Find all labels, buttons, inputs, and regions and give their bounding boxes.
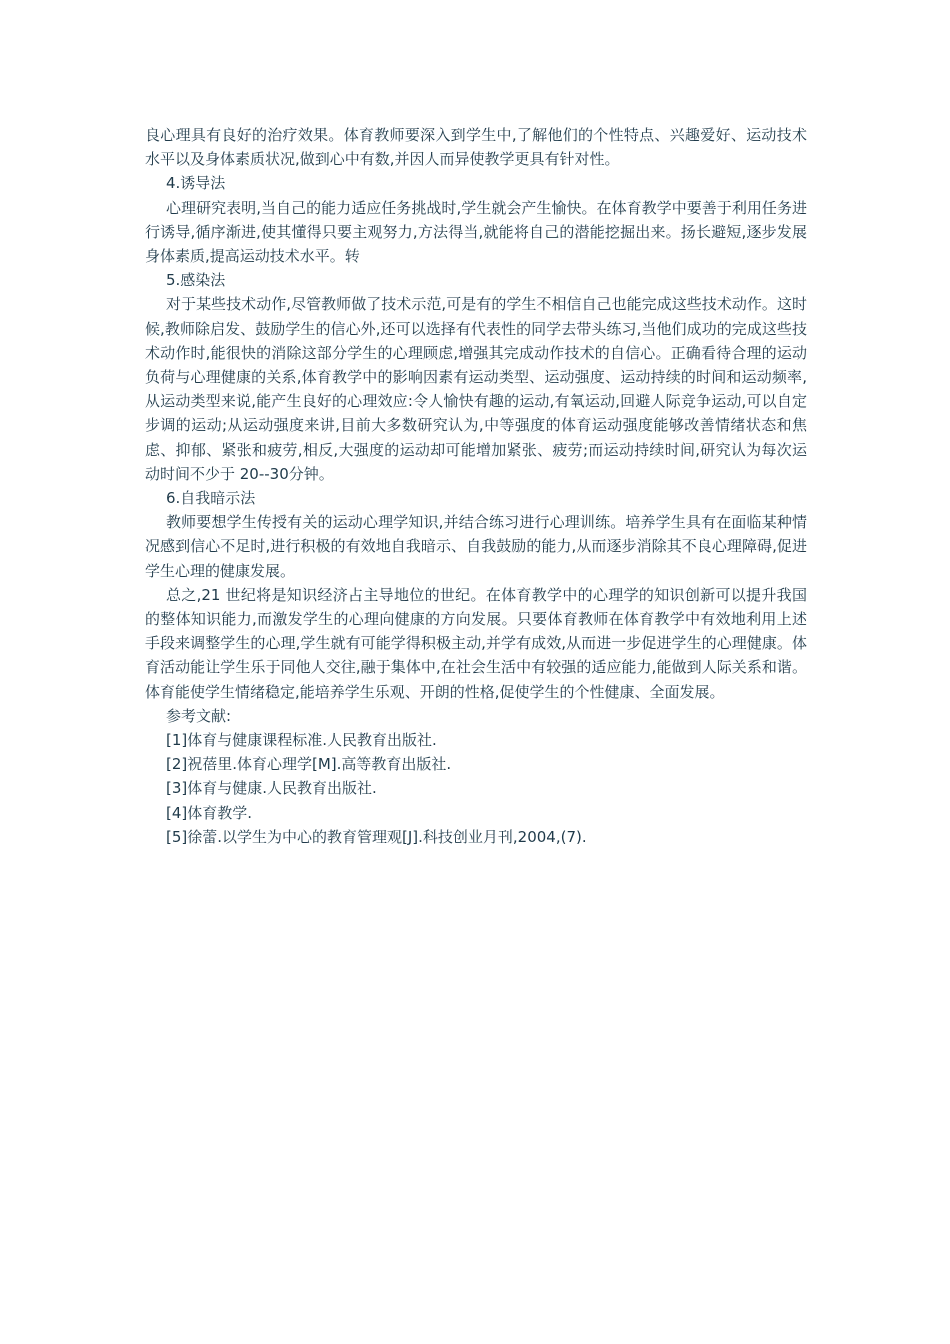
paragraph-section-5: 对于某些技术动作,尽管教师做了技术示范,可是有的学生不相信自己也能完成这些技术动作。这时候,教师除启发、鼓励学生的信心外,还可以选择有代表性的同学去带头练习,当他们成功的完成这些技术动作时,能很快的消除这部分学生的心理顾虑,增强其完成动作技术的自信心。正确看待合理的运动负荷与心理健康的关系,体育教学中的影响因素有运动类型、运动强度、运动持续的时间和运动频率,从运动类型来说,能产生良好的心理效应:令人愉快有趣的运动,有氧运动,回避人际竞争运动,可以自定步调的运动;从运动强度来讲,目前大多数研究认为,中等强度的体育运动强度能够改善情绪状态和焦虑、抑郁、紧张和疲劳,相反,大强度的运动却可能增加紧张、疲劳;而运动持续时间,研究认为每次运动时间不少于 20--30分钟。: [145, 295, 807, 483]
references-heading: 参考文献:: [166, 706, 232, 725]
reference-item-4: [4]体育教学.: [166, 803, 253, 822]
document-body: [145, 123, 807, 849]
section-heading-5: 5.感染法: [166, 271, 226, 290]
paragraph-summary: 总之,21 世纪将是知识经济占主导地位的世纪。在体育教学中的心理学的知识创新可以提升我国的整体知识能力,而激发学生的心理向健康的方向发展。只要体育教师在体育教学中有效地利用上述手段来调整学生的心理,学生就有可能学得积极主动,并学有成效,从而进一步促进学生的心理健康。体育活动能让学生乐于同他人交往,融于集体中,在社会生活中有较强的适应能力,能做到人际关系和谐。体育能使学生情绪稳定,能培养学生乐观、开朗的性格,促使学生的个性健康、全面发展。: [145, 585, 807, 701]
section-heading-6: 6.自我暗示法: [166, 489, 256, 508]
section-heading-4: 4.诱导法: [166, 174, 226, 193]
paragraph-section-6: 教师要想学生传授有关的运动心理学知识,并结合练习进行心理训练。培养学生具有在面临某种情况感到信心不足时,进行积极的有效地自我暗示、自我鼓励的能力,从而逐步消除其不良心理障碍,促进学生心理的健康发展。: [145, 513, 807, 580]
reference-item-2: [2]祝蓓里.体育心理学[M].高等教育出版社.: [166, 755, 452, 774]
paragraph-section-4: 心理研究表明,当自己的能力适应任务挑战时,学生就会产生愉快。在体育教学中要善于利用任务进行诱导,循序渐进,使其懂得只要主观努力,方法得当,就能将自己的潜能挖掘出来。扬长避短,逐步发展身体素质,提高运动技术水平。转: [145, 198, 807, 266]
reference-item-5: [5]徐蕾.以学生为中心的教育管理观[J].科技创业月刊,2004,(7).: [166, 827, 587, 846]
paragraph-continued: 良心理具有良好的治疗效果。体育教师要深入到学生中,了解他们的个性特点、兴趣爱好、运动技术水平以及身体素质状况,做到心中有数,并因人而异使教学更具有针对性。: [145, 126, 807, 169]
reference-item-3: [3]体育与健康.人民教育出版社.: [166, 779, 377, 798]
reference-item-1: [1]体育与健康课程标准.人民教育出版社.: [166, 731, 437, 750]
